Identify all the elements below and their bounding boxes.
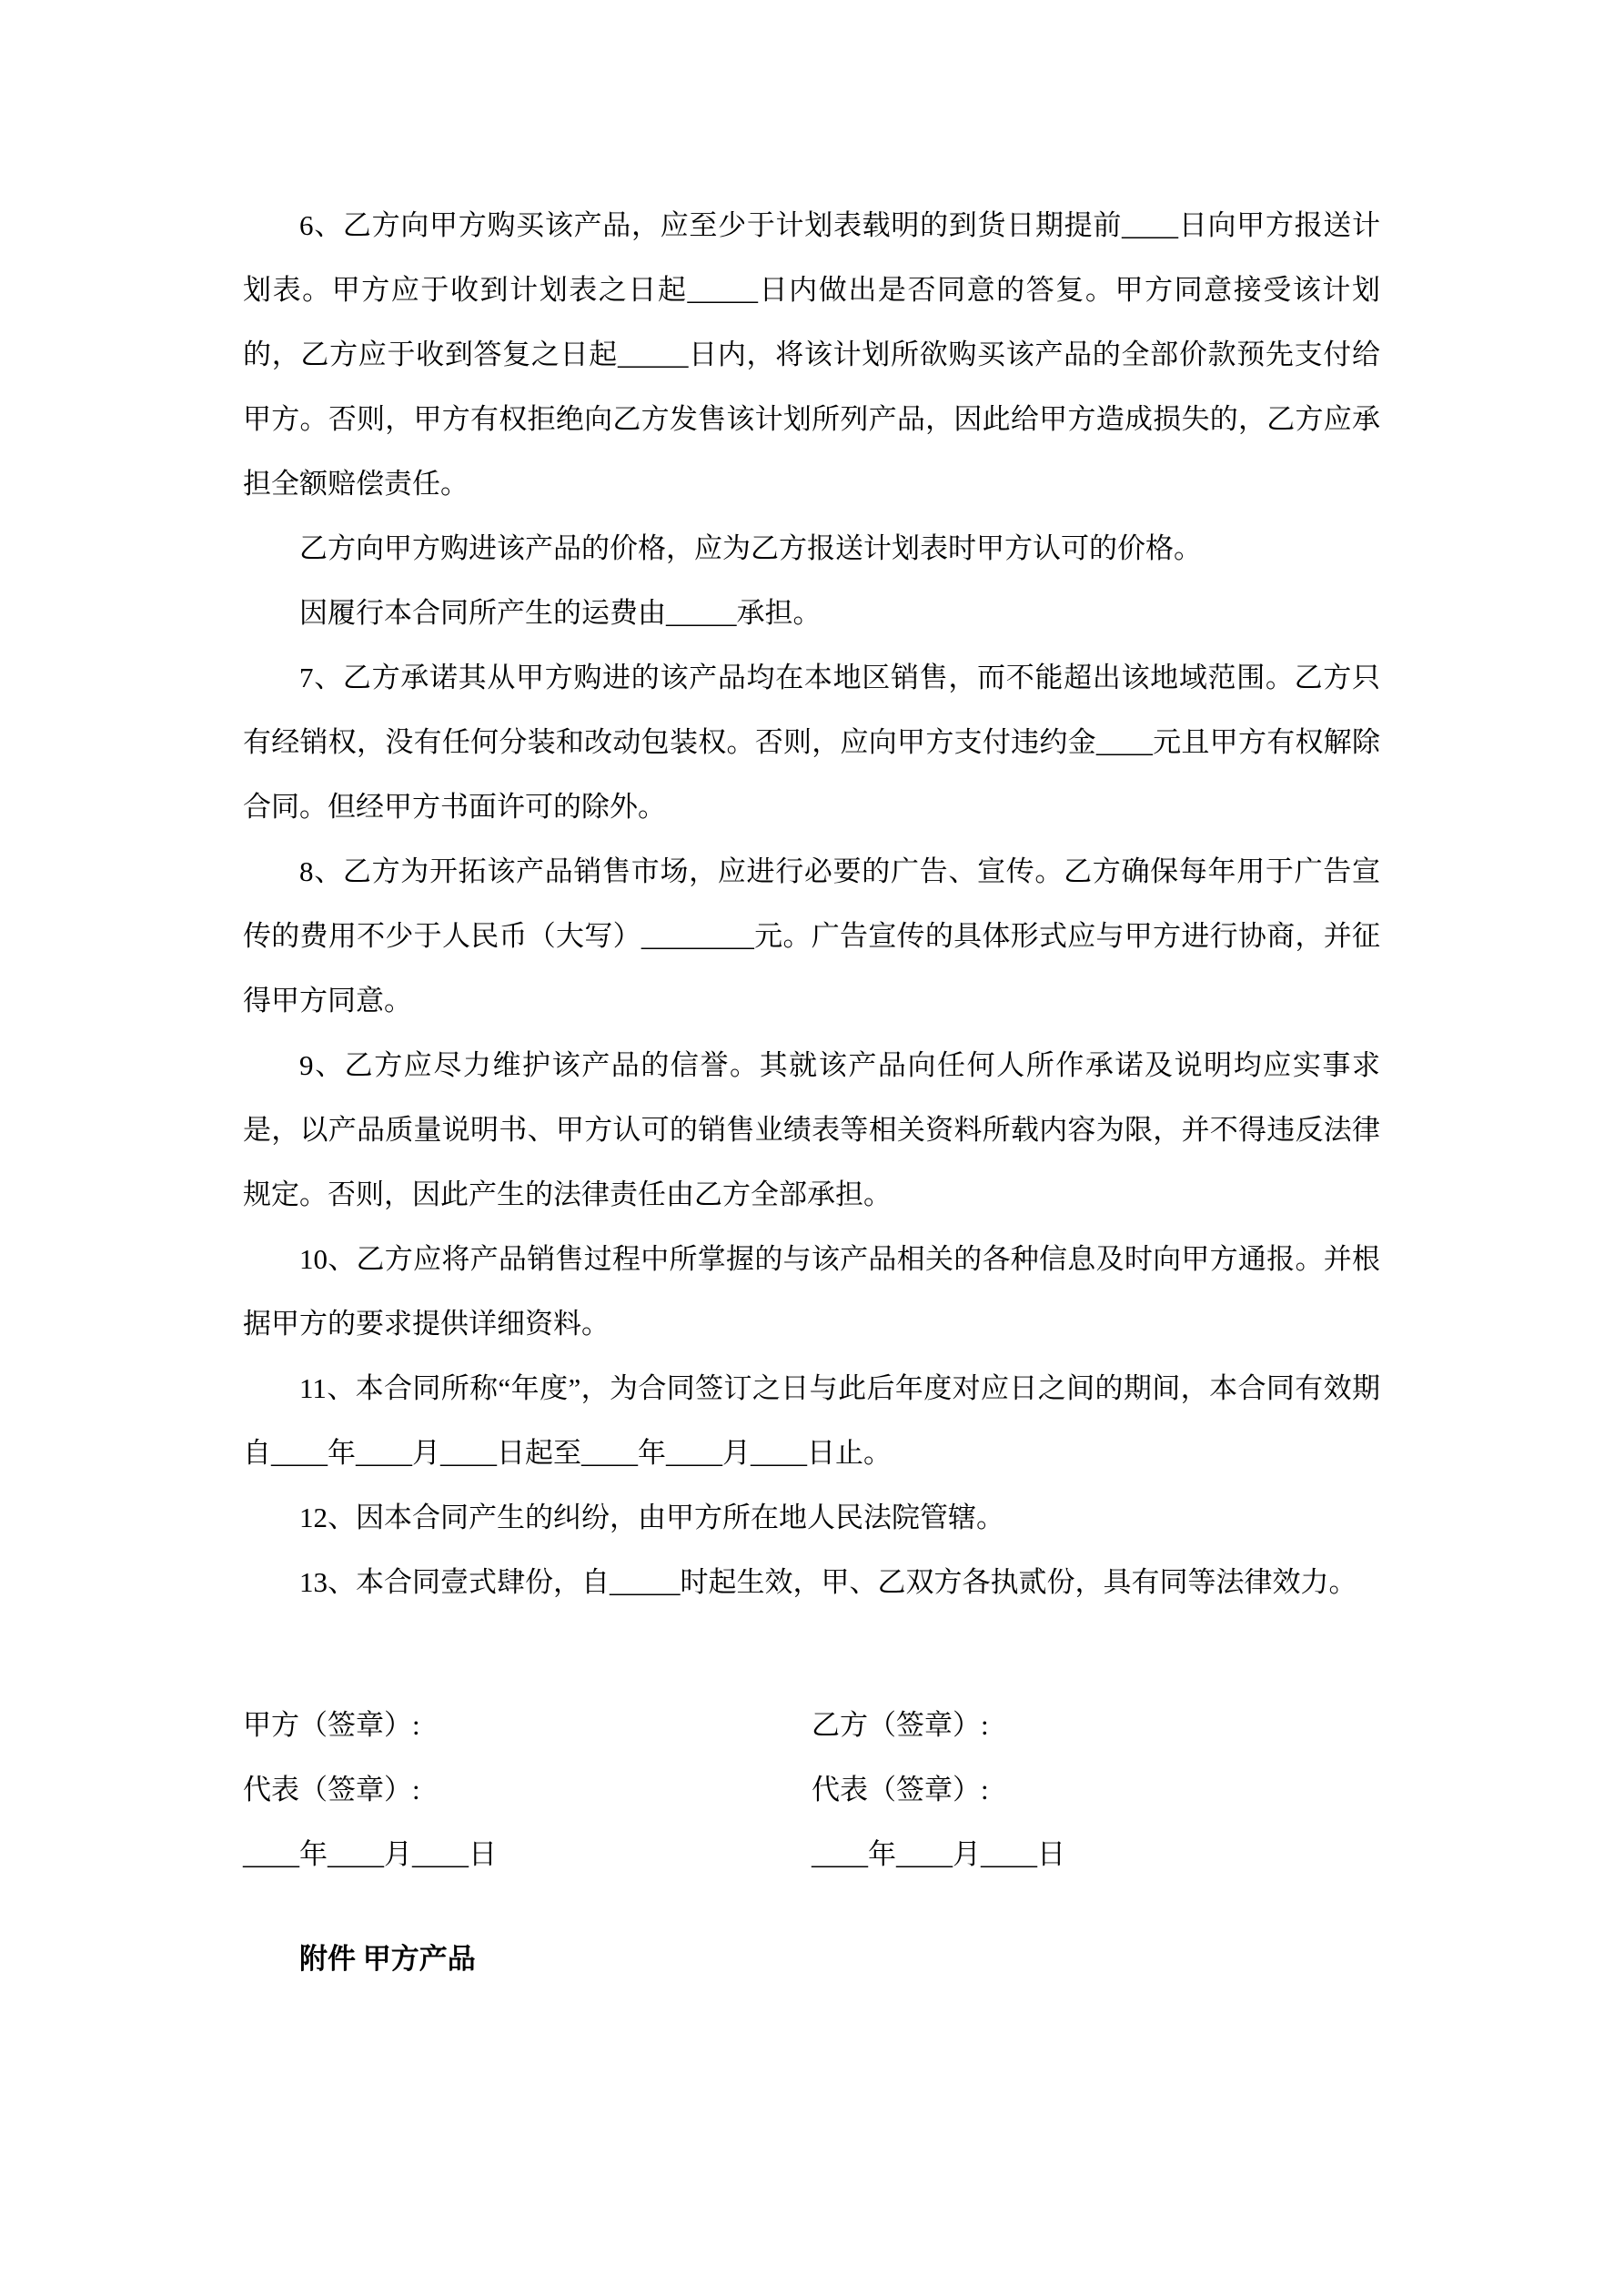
signature-block: [243, 1693, 1380, 1886]
signature-row-party: [243, 1693, 1380, 1757]
contract-body: [243, 193, 1380, 1991]
party-b-seal-label: 乙方（签章）:: [812, 1709, 989, 1741]
signature-row-representative: [243, 1757, 1380, 1822]
party-b-date-line: ____年____月____日: [812, 1838, 1065, 1870]
attachment-heading: 附件 甲方产品: [299, 1943, 476, 1975]
contract-clause-9: 9、乙方应尽力维护该产品的信誉。其就该产品向任何人所作承诺及说明均应实事求是，以产品质量说明书、甲方认可的销售业绩表等相关资料所载内容为限，并不得违反法律规定。否则，因此产生的法律责任由乙方全部承担。: [243, 1049, 1380, 1210]
contract-clause-11: 11、本合同所称“年度”，为合同签订之日与此后年度对应日之间的期间，本合同有效期自____年____月____日起至____年____月____日止。: [243, 1372, 1380, 1469]
party-a-date-line: ____年____月____日: [243, 1838, 497, 1870]
party-b-representative-label: 代表（签章）:: [812, 1774, 989, 1805]
signature-row-date: [243, 1822, 1380, 1886]
party-a-representative-label: 代表（签章）:: [243, 1774, 420, 1805]
contract-clause-6-price-note: 乙方向甲方购进该产品的价格，应为乙方报送计划表时甲方认可的价格。: [299, 532, 1202, 564]
contract-clause-6-freight-note: 因履行本合同所产生的运费由_____承担。: [299, 597, 822, 629]
contract-clause-13: 13、本合同壹式肆份，自_____时起生效，甲、乙双方各执贰份，具有同等法律效力。: [299, 1566, 1357, 1598]
contract-clause-10: 10、乙方应将产品销售过程中所掌握的与该产品相关的各种信息及时向甲方通报。并根据甲方的要求提供详细资料。: [243, 1243, 1380, 1340]
contract-clause-6: 6、乙方向甲方购买该产品，应至少于计划表载明的到货日期提前____日向甲方报送计划表。甲方应于收到计划表之日起_____日内做出是否同意的答复。甲方同意接受该计划的，乙方应于收到答复之日起_____日内，将该计划所欲购买该产品的全部价款预先支付给甲方。否则，甲方有权拒绝向乙方发售该计划所列产品，因此给甲方造成损失的，乙方应承担全额赔偿责任。: [243, 209, 1380, 500]
party-a-seal-label: 甲方（签章）:: [243, 1709, 420, 1741]
contract-clause-8: 8、乙方为开拓该产品销售市场，应进行必要的广告、宣传。乙方确保每年用于广告宣传的费用不少于人民币（大写）________元。广告宣传的具体形式应与甲方进行协商，并征得甲方同意。: [243, 855, 1380, 1017]
contract-clause-12: 12、因本合同产生的纠纷，由甲方所在地人民法院管辖。: [299, 1502, 1004, 1533]
contract-clause-7: 7、乙方承诺其从甲方购进的该产品均在本地区销售，而不能超出该地域范围。乙方只有经销权，没有任何分装和改动包装权。否则，应向甲方支付违约金____元且甲方有权解除合同。但经甲方书面许可的除外。: [243, 662, 1380, 823]
